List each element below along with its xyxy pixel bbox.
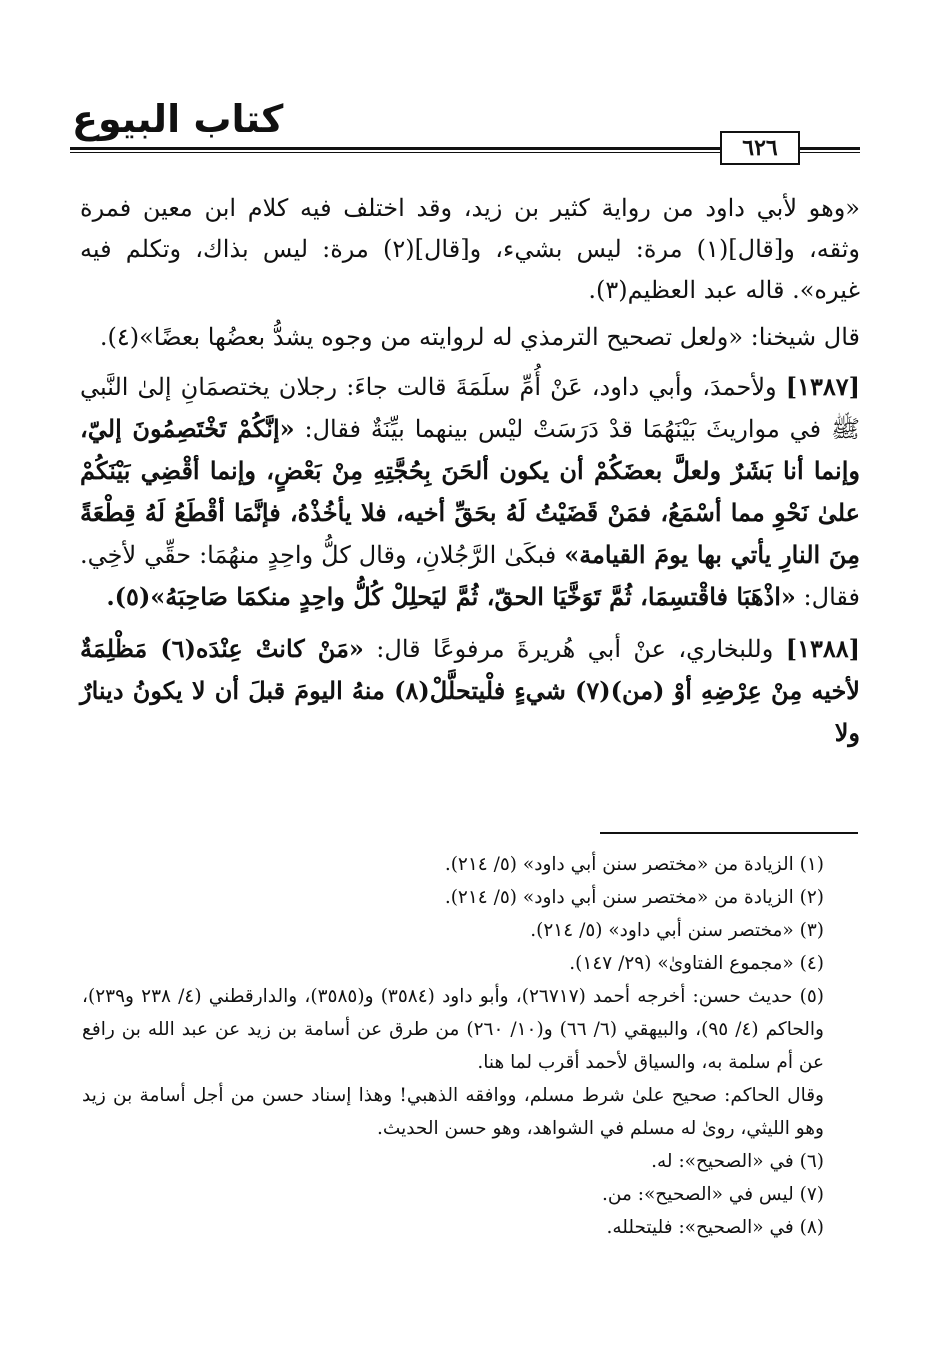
hadith-ending: «اذْهَبَا فاقْتسِمَا، ثُمَّ تَوَخَّيَا الحقّ، ثُمَّ ليَحلِلْ كُلُّ واحِدٍ منكمَا صَاحِبَهُ»(٥). xyxy=(106,582,796,611)
hadith-narrative: فبكَىٰ الرَّجُلانِ، وقال كلُّ واحِدٍ منهُمَا: حقِّي لأخِي. فقال: xyxy=(80,541,860,611)
hadith-number: [١٣٨٧] xyxy=(785,372,860,401)
footnote-6: (٦) في «الصحيح»: له. xyxy=(651,1151,824,1172)
hadith-text: «إنَّكُمْ تَخْتَصِمُونَ إليّ، وإنما أنا بَشَرٌ ولعلَّ بعضَكُمْ أن يكون ألحَنَ بِحُجَّتِهِ مِنْ بَعْضٍ، وإنما أقْضِي بَيْنَكُمْ علىٰ نَحْوِ مما أسْمَعُ، فمَنْ قَضَيْتُ لَهُ بحَقِّ أخيه، فلا يأخُذْهُ، فإنَّمَا أقْطَعُ لَهُ قِطْعَةً مِنَ النارِ يأتي بها يومَ القيامة» xyxy=(80,414,860,569)
main-text xyxy=(80,188,860,754)
paragraph-quote: «وهو لأبي داود من رواية كثير بن زيد، وقد اختلف فيه كلام ابن معين فمرة وثقه، و[قال](١) مرة: ليس بشيء، و[قال](٢) مرة: ليس بذاك، وتكلم فيه غيره». قاله عبد العظيم(٣). xyxy=(80,194,860,304)
hadith-number: [١٣٨٨] xyxy=(785,634,860,663)
page-header xyxy=(70,95,860,165)
footnote-7: (٧) ليس في «الصحيح»: من. xyxy=(602,1184,824,1205)
footnotes xyxy=(82,848,860,1244)
footnote-2: (٢) الزيادة من «مختصر سنن أبي داود» (٥/ ٢١٤). xyxy=(444,887,824,908)
footnote-5-continued: وقال الحاكم: صحيح علىٰ شرط مسلم، ووافقه الذهبي! وهذا إسناد حسن من أجل أسامة بن زيد وهو الليثي، روىٰ له مسلم في الشواهد، وهو حسن الحديث. xyxy=(82,1085,824,1139)
hadith-1388 xyxy=(80,628,860,754)
footnote-8: (٨) في «الصحيح»: فليتحلله. xyxy=(606,1217,824,1238)
footnote-1: (١) الزيادة من «مختصر سنن أبي داود» (٥/ ٢١٤). xyxy=(444,854,824,875)
hadith-intro: وللبخاري، عنْ أبي هُريرةَ مرفوعًا قال: xyxy=(376,635,774,663)
hadith-intro: ولأحمدَ، وأبي داود، عَنْ أُمِّ سلَمَةَ قالت جاءَ: رجلان يختصمَانِ إلىٰ النَّبي ﷺ في مواريثَ بَيْنَهُمَا قدْ دَرَسَتْ ليْس بينهما بيِّنَةٌ فقال: xyxy=(80,373,861,443)
hadith-text: «مَنْ كانتْ عِنْدَه(٦) مَظْلِمَةٌ لأخيه مِنْ عِرْضِهِ أوْ (من)(٧) شيءٍ فلْيتحلَّلْ(٨) منهُ اليومَ قبلَ أن لا يكونُ دينارٌ ولا xyxy=(80,634,860,747)
book-title: كتاب البيوع xyxy=(72,97,284,141)
footnote-separator xyxy=(600,832,858,834)
paragraph-shaykh: قال شيخنا: «ولعل تصحيح الترمذي له لروايته من وجوه يشدُّ بعضُها بعضًا»(٤). xyxy=(99,323,860,351)
page-number: ٦٢٦ xyxy=(720,131,800,165)
footnote-4: (٤) «مجموع الفتاوىٰ» (٢٩/ ١٤٧). xyxy=(569,953,824,974)
footnote-3: (٣) «مختصر سنن أبي داود» (٥/ ٢١٤). xyxy=(530,920,824,941)
footnote-5: (٥) حديث حسن: أخرجه أحمد (٢٦٧١٧)، وأبو داود (٣٥٨٤) و(٣٥٨٥)، والدارقطني (٤/ ٢٣٨ و٢٣٩)، والحاكم (٤/ ٩٥)، والبيهقي (٦/ ٦٦) و(١٠/ ٢٦٠) من طرق عن أسامة بن زيد عن عبد الله بن رافع عن أم سلمة به، والسياق لأحمد أقرب لما هنا. xyxy=(82,986,824,1073)
hadith-1387 xyxy=(80,366,860,618)
